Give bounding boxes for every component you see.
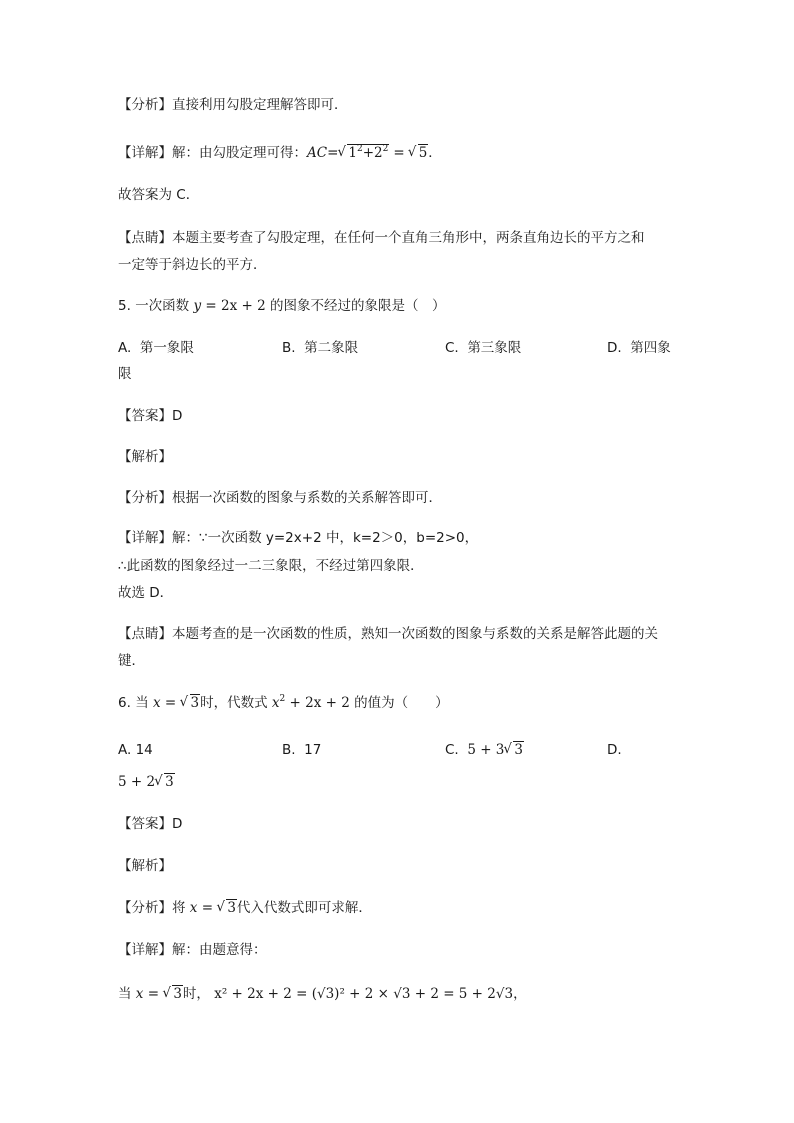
option-d: D. xyxy=(607,742,622,758)
math-eq: = xyxy=(327,145,339,161)
option-a: A. 第一象限 xyxy=(118,340,194,356)
option-d-wrap: 限 xyxy=(118,366,132,382)
question-text-post: 的图象不经过的象限是（ ） xyxy=(270,298,446,314)
comment-5-line-2: 键． xyxy=(118,653,145,669)
section-tag: 【点睛】 xyxy=(118,626,172,642)
section-tag: 【详解】 xyxy=(118,145,172,161)
option-b: B. 第二象限 xyxy=(282,340,359,356)
section-tag: 【分析】 xyxy=(118,490,172,506)
analysis-5: 【分析】根据一次函数的图象与系数的关系解答即可． xyxy=(118,490,442,506)
option-d: D. 第四象 xyxy=(607,340,671,356)
analysis-text: 直接利用勾股定理解答即可． xyxy=(172,97,348,113)
detail-6-line-1: 【详解】解：由题意得： xyxy=(118,942,267,958)
question-text-pre: 一次函数 xyxy=(135,298,190,314)
section-tag: 【点睛】 xyxy=(118,230,172,246)
detail-5-line-3: 故选 D． xyxy=(118,585,174,601)
sqrt-three: √ 3 xyxy=(155,772,175,792)
period: ． xyxy=(428,145,442,161)
math-x: x xyxy=(152,695,161,711)
option-c: C. 5 + 3√ 3 xyxy=(445,740,524,760)
comment-5-line-1: 【点睛】本题考查的是一次函数的性质，熟知一次函数的图象与系数的关系是解答此题的关 xyxy=(118,626,658,642)
option-a: A. 14 xyxy=(118,742,153,758)
question-number: 6. xyxy=(118,695,131,711)
sqrt-expression: √ $1^2+2^2$ xyxy=(338,143,389,165)
math-expression: = 2x + 2 xyxy=(201,298,266,314)
math-y: y xyxy=(193,298,202,314)
section-tag: 【详解】 xyxy=(118,530,172,546)
comment-line-1 xyxy=(118,228,645,248)
answer-value: D xyxy=(172,816,183,832)
section-tag: 【答案】 xyxy=(118,408,172,424)
final-expression: x² + 2x + 2 = (√3)² + 2 × √3 + 2 = 5 + 2√3 xyxy=(214,986,514,1002)
option-d-value: 5 + 2√ 3 xyxy=(118,772,175,792)
question-number: 5. xyxy=(118,298,131,314)
answer-line: 故答案为 C． xyxy=(118,187,200,203)
math-ac: AC xyxy=(307,145,328,161)
sqrt-three: √ 3 xyxy=(163,984,183,1004)
sqrt-three: √ 3 xyxy=(504,740,524,760)
option-c: C. 第三象限 xyxy=(445,340,522,356)
sqrt-three: √ 3 xyxy=(217,898,237,918)
detail-text: 解：由勾股定理可得： xyxy=(172,145,307,161)
section-tag: 【分析】 xyxy=(118,900,172,916)
answer-value: D xyxy=(172,408,183,424)
answer-5 xyxy=(118,406,182,426)
sqrt-three: √ 3 xyxy=(181,693,201,713)
detail-5-line-2: ∴此函数的图象经过一二三象限，不经过第四象限． xyxy=(118,558,424,574)
comment-text: 本题主要考查了勾股定理，在任何一个直角三角形中，两条直角边长的平方之和 xyxy=(172,230,645,246)
section-tag: 【答案】 xyxy=(118,816,172,832)
sqrt-five: √ 5 xyxy=(409,143,429,163)
answer-6 xyxy=(118,814,182,834)
detail-line xyxy=(118,143,442,165)
jiexi-6: 【解析】 xyxy=(118,858,172,874)
section-tag: 【详解】 xyxy=(118,942,172,958)
detail-5-line-1: 【详解】解：∵一次函数 y=2x+2 中，k=2＞0，b=2>0， xyxy=(118,530,479,546)
jiexi-5: 【解析】 xyxy=(118,449,172,465)
question-5 xyxy=(118,296,446,316)
comment-line-2: 一定等于斜边长的平方． xyxy=(118,257,267,273)
question-6: 6. 当 x = √ 3时，代数式 $x^2 + 2x + 2$ 的值为（ ） xyxy=(118,693,449,715)
section-tag: 【分析】 xyxy=(118,97,172,113)
math-eq2: = xyxy=(393,145,405,161)
analysis-6: 【分析】将 x = √ 3代入代数式即可求解． xyxy=(118,898,372,918)
option-b: B. 17 xyxy=(282,742,322,758)
analysis-line xyxy=(118,95,348,115)
detail-6-final: 当 x = √ 3时， x² + 2x + 2 = (√3)² + 2 × √3 + 2 = 5 + 2√3， xyxy=(118,984,527,1004)
